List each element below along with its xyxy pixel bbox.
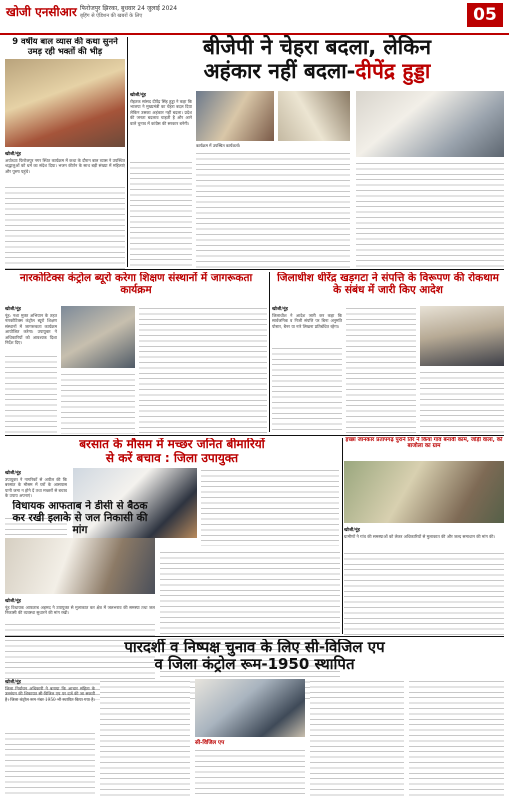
headline-bal-vyas: 9 वर्षीय बाल व्यास की कथा सुनने उमड़ रही भक्तों की भीड़ [12, 37, 118, 56]
caption-deependra: कार्यक्रम में उपस्थित कार्यकर्ता। [196, 143, 241, 148]
byline-bal-vyas: खोजी/नूंह [5, 152, 21, 157]
body-filler-property-b [346, 306, 416, 434]
body-filler-narcotics-c [139, 306, 267, 434]
masthead [0, 0, 509, 35]
headline-aftab: विधायक आफताब ने डीसी से बैठक कर रखी इलाके से जल निकासी की मांग [12, 500, 148, 537]
byline-property-order: खोजी/नूंह [272, 307, 288, 312]
body-filler-property-a [272, 346, 342, 434]
body-property-order: जिलाधीश ने आदेश जारी कर कहा कि सार्वजनिक व निजी संपत्ति पर बिना अनुमति पोस्टर, बैनर या नारे लिखना प्रतिबंधित रहेगा। [272, 313, 342, 329]
headline-deependra-line2 [130, 59, 504, 83]
rule-top-stories [5, 269, 504, 270]
body-bal-vyas: अयोध्याः फिरोजपुर नगर स्थित कार्यक्रम में कथा के दौरान बाल व्यास ने उपस्थित श्रद्धालुओं को धर्म का संदेश दिया। भजन कीर्तन के साथ बड़ी संख्या में महिलाएं और पुरुष पहुंचे। [5, 158, 125, 174]
story-narcotics [5, 272, 267, 434]
headline-mosquito-line2: से करें बचाव : जिला उपायुक्त [105, 450, 239, 465]
body-filler-bal-vyas [5, 185, 125, 269]
body-mosquito: उपायुक्त ने नागरिकों से अपील की कि बरसात के मौसम में घरों के आसपास पानी जमा न होने दें तथा मच्छरों से बचाव के उपाय अपनाएं। [5, 477, 67, 499]
photo-deependra-portrait [356, 91, 504, 157]
photo-narcotics [61, 306, 135, 368]
photo-villagers [344, 461, 504, 523]
body-filler-narcotics-b [61, 372, 135, 434]
headline-cvigil-line1: पारदर्शी व निष्पक्ष चुनाव के लिए सी-विजिल एप [124, 639, 385, 656]
body-aftab: नूंह विधायक आफताब अहमद ने उपायुक्त से मुलाकात कर क्षेत्र में जलभराव की समस्या तथा जल निकासी की व्यवस्था सुधारने की मांग रखी। [5, 605, 155, 616]
body-filler-cvigil-d [310, 679, 404, 797]
headline-deependra-line2-b: दीपेंद्र हुड्डा [355, 59, 431, 84]
body-filler-cvigil-c [195, 748, 305, 797]
photo-aftab-meeting [5, 538, 155, 594]
story-bal-vyas [5, 37, 125, 269]
byline-villagers: खोजी/नूंह [344, 528, 360, 533]
headline-villagers: इच्छा जानकार प्रतापगढ़ पुराने तिर ने किया गांव बनावी काम, जोड़ी वाला, को बाजोला का ग्राम [345, 437, 503, 450]
photo-bal-vyas [5, 59, 125, 147]
issue-date: फिरोजपुर झिरका, बुधवार 24 जुलाई 2024 [80, 5, 178, 12]
body-filler-mosquito-b [201, 468, 339, 546]
body-filler-cvigil-e [409, 679, 504, 797]
body-filler-cvigil-a [5, 731, 95, 797]
photo-deependra-audience [196, 91, 274, 141]
body-filler-cvigil-b [100, 679, 190, 797]
body-deependra: रोहतक सांसद दीपेंद्र सिंह हुड्डा ने कहा कि भाजपा ने मुख्यमंत्री का चेहरा बदल दिया लेकिन उसका अहंकार नहीं बदला। प्रदेश की जनता बदलाव चाहती है और आने वाले चुनाव में कांग्रेस की सरकार बनेगी। [130, 99, 192, 126]
body-narcotics: नूंह: नशा मुक्त अभियान के तहत नारकोटिक्स कंट्रोल ब्यूरो शिक्षण संस्थानों में जागरूकता कार्यक्रम आयोजित करेगा। उपायुक्त ने अधिकारियों को आवश्यक दिशा निर्देश दिए। [5, 313, 57, 346]
body-cvigil: जिला निर्वाचन अधिकारी ने बताया कि आचार संहिता के उल्लंघन की शिकायत सी-विजिल एप पर दर्ज की जा सकती है। जिला कंट्रोल रूम नंबर 1950 भी स्थापित किया गया है। [5, 686, 96, 702]
body-filler-property-c [420, 370, 504, 434]
body-villagers: ग्रामीणों ने गांव की समस्याओं को लेकर अधिकारियों से मुलाकात की और जल्द समाधान की मांग की। [344, 534, 496, 539]
headline-property-order: जिलाधीश धीरेंद्र खड़गटा ने संपत्ति के विरूपण की रोकथाम के संबंध में जारी किए आदेश [277, 272, 499, 297]
story-deependra [130, 35, 504, 268]
byline-mosquito: खोजी/नूंह [5, 471, 21, 476]
story-property-order [272, 272, 504, 434]
cvigil-side-heading: सी-विजिल एप [195, 740, 225, 746]
story-cvigil [5, 639, 504, 797]
byline-narcotics: खोजी/नूंह [5, 307, 21, 312]
body-filler-deependra-a [130, 160, 192, 268]
headline-narcotics: नारकोटिक्स कंट्रोल ब्यूरो करेगा शिक्षण संस्थानों में जागरूकता कार्यक्रम [19, 272, 253, 297]
headline-cvigil-line2: व जिला कंट्रोल रूम-1950 स्थापित [154, 655, 355, 674]
headline-deependra-line2-a: अहंकार नहीं बदला- [203, 59, 356, 84]
byline-aftab: खोजी/नूंह [5, 599, 21, 604]
byline-cvigil: खोजी/नूंह [5, 680, 21, 685]
photo-property-officer [420, 306, 504, 366]
photo-deependra-stage [278, 91, 350, 141]
body-filler-villagers [344, 551, 504, 637]
body-filler-deependra-c [356, 161, 504, 268]
newspaper-name: खोजी एनसीआर [6, 5, 77, 19]
rule-bottom-stories [5, 636, 504, 637]
rule-vertical-middle [269, 272, 270, 432]
headline-deependra-line1: बीजेपी ने चेहरा बदला, लेकिन [202, 35, 432, 59]
story-villagers [344, 437, 504, 637]
rule-vertical-top [127, 37, 128, 267]
photo-cvigil [195, 679, 305, 737]
headline-mosquito-line1: बरसात के मौसम में मच्छर जनित बीमारियों [79, 438, 265, 451]
rule-mid-stories [5, 435, 504, 436]
body-filler-deependra-b [196, 151, 350, 268]
rule-vertical-right [342, 438, 343, 634]
page-number: 05 [467, 3, 503, 27]
byline-deependra: खोजी/नूंह [130, 93, 146, 98]
body-filler-narcotics-a [5, 354, 57, 434]
tagline: बृहिंग से ऐडिशन की खबरों के लिए [80, 13, 143, 19]
